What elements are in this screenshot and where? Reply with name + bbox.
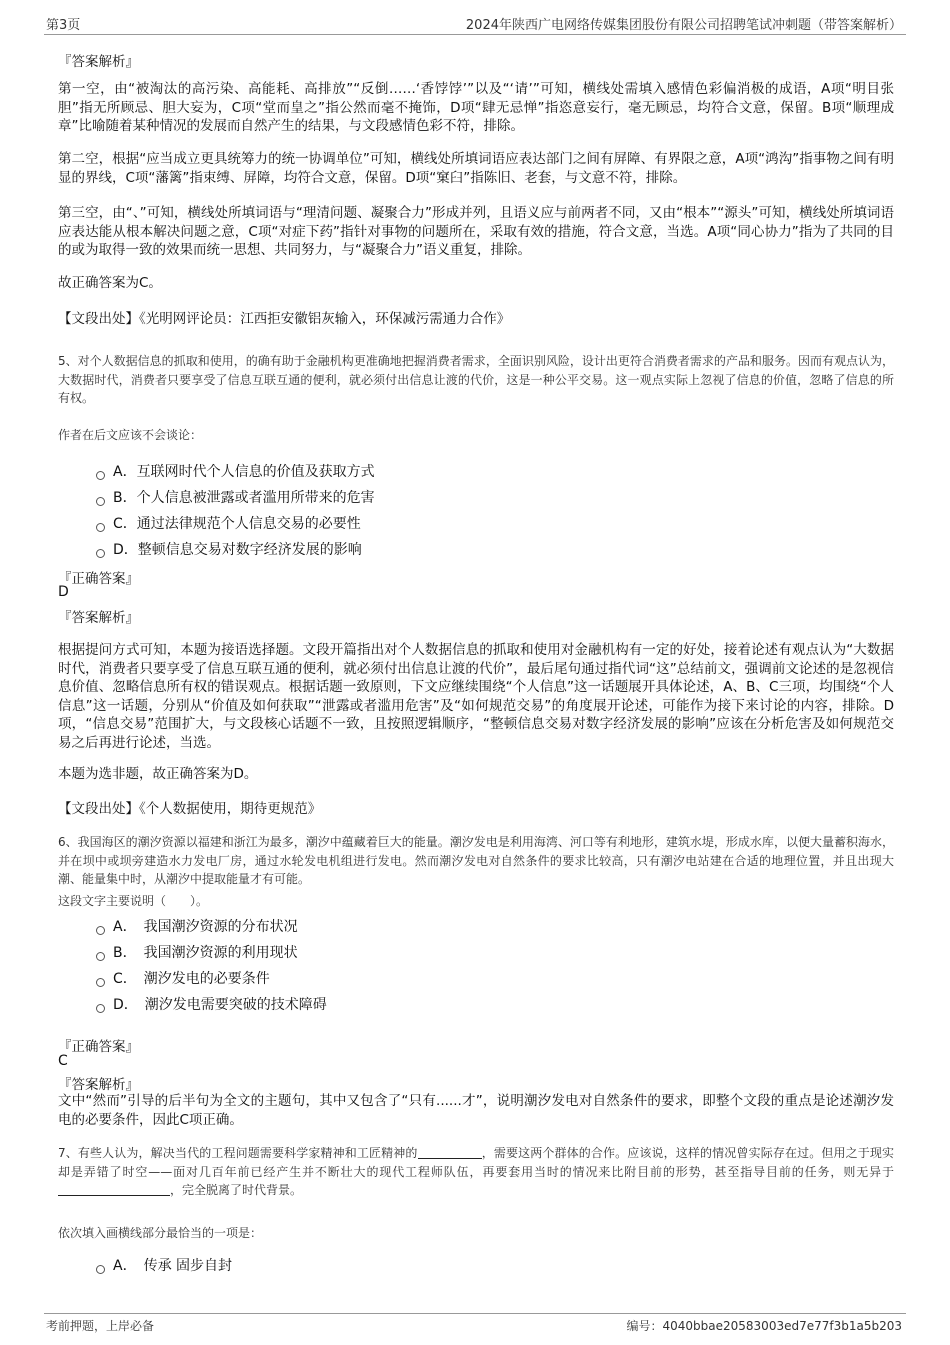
document-title: 2024年陕西广电网络传媒集团股份有限公司招聘笔试冲刺题（带答案解析） xyxy=(465,18,902,33)
q7-stem: 7、有些人认为，解决当代的工程问题需要科学家精神和工匠精神的 ，需要这两个群体的合作。应该说，这样的情况曾实际存在过。但用之于现实却是弄错了时空——面对几百年前已经产生并不断壮大的现代工程师队伍，再要套用当时的情况来比附目前的形势，甚至指导目前的任务，则无异于，完全脱离了时代背景。 xyxy=(58,1146,894,1197)
radio-icon[interactable] xyxy=(96,978,105,987)
q6-explanation-label: 『答案解析』 xyxy=(58,1077,139,1093)
q5-stem: 5、对个人数据信息的抓取和使用，的确有助于金融机构更准确地把握消费者需求，全面识别风险，设计出更符合消费者需求的产品和服务。因而有观点认为，大数据时代，消费者只要享受了信息互联互通的便利，就必须付出信息让渡的代价，这是一种公平交易。这一观点实际上忽视了信息的价值，忽略了信息的所有权。 xyxy=(58,354,894,405)
radio-icon[interactable] xyxy=(96,1004,105,1013)
radio-icon[interactable] xyxy=(96,926,105,935)
q6-option-d[interactable]: D． 潮汐发电需要突破的技术障碍 xyxy=(96,994,327,1014)
q4-explanation-p1: 第一空，由“被淘汰的高污染、高能耗、高排放”“反倒……‘香饽饽’”以及“‘请’”可知，横线处需填入感情色彩偏消极的成语，A项“明目张胆”指无所顾忌、胆大妄为，C项“堂而皇之”指公然而毫不掩饰，D项“肆无忌惮”指恣意妄行，毫无顾忌，均符合文意，保留。B项“顺理成章”比喻随着某种情况的发展而自然产生的结果，与文段感情色彩不符，排除。 xyxy=(58,81,894,134)
blank-2 xyxy=(58,1183,170,1196)
radio-icon[interactable] xyxy=(96,952,105,961)
radio-icon[interactable] xyxy=(96,523,105,532)
q6-answer-label: 『正确答案』 xyxy=(58,1039,139,1055)
q5-source: 【文段出处】《个人数据使用，期待更规范》 xyxy=(58,801,322,817)
radio-icon[interactable] xyxy=(96,1265,105,1274)
q6-subquestion: 这段文字主要说明（ ）。 xyxy=(58,894,209,908)
q6-stem: 6、我国海区的潮汐资源以福建和浙江为最多，潮汐中蕴藏着巨大的能量。潮汐发电是利用海湾、河口等有利地形，建筑水堤，形成水库，以便大量蓄积海水，并在坝中或坝旁建造水力发电厂房，通过水轮发电机组进行发电。然而潮汐发电对自然条件的要求比较高，只有潮汐电站建在合适的地理位置，并且出现大潮、能量集中时，从潮汐中提取能量才有可能。 xyxy=(58,835,894,886)
q5-answer: D xyxy=(58,584,69,600)
page-number: 第3页 xyxy=(46,18,81,33)
q6-answer: C xyxy=(58,1053,68,1069)
q4-explanation-p2: 第二空，根据“应当成立更具统筹力的统一协调单位”可知，横线处所填词语应表达部门之间有屏障、有界限之意，A项“鸿沟”指事物之间有明显的界线，C项“藩篱”指束缚、屏障，均符合文意，保留。D项“窠臼”指陈旧、老套，与文意不符，排除。 xyxy=(58,151,894,186)
q7-option-a[interactable]: A． 传承 固步自封 xyxy=(96,1255,232,1275)
q6-option-c[interactable]: C． 潮汐发电的必要条件 xyxy=(96,968,270,988)
footer-serial: 编号：4040bbae20583003ed7e77f3b1a5b203 xyxy=(626,1319,902,1333)
q5-option-a[interactable]: A．互联网时代个人信息的价值及获取方式 xyxy=(96,461,375,481)
q5-conclusion: 本题为选非题，故正确答案为D。 xyxy=(58,766,258,782)
radio-icon[interactable] xyxy=(96,549,105,558)
blank-1 xyxy=(418,1146,482,1159)
q7-subquestion: 依次填入画横线部分最恰当的一项是： xyxy=(58,1226,263,1240)
q4-explanation-label: 『答案解析』 xyxy=(58,54,139,70)
q5-option-c[interactable]: C．通过法律规范个人信息交易的必要性 xyxy=(96,513,361,533)
page-footer xyxy=(44,1313,906,1337)
q6-option-a[interactable]: A． 我国潮汐资源的分布状况 xyxy=(96,916,298,936)
page-header xyxy=(44,14,906,35)
footer-slogan: 考前押题，上岸必备 xyxy=(46,1319,155,1333)
q4-conclusion: 故正确答案为C。 xyxy=(58,275,162,291)
q5-option-d[interactable]: D．整顿信息交易对数字经济发展的影响 xyxy=(96,539,362,559)
radio-icon[interactable] xyxy=(96,471,105,480)
q5-answer-label: 『正确答案』 xyxy=(58,571,139,587)
q4-source: 【文段出处】《光明网评论员：江西拒安徽铝灰输入，环保减污需通力合作》 xyxy=(58,311,511,327)
radio-icon[interactable] xyxy=(96,497,105,506)
q5-explanation: 根据提问方式可知，本题为接语选择题。文段开篇指出对个人数据信息的抓取和使用对金融机构有一定的好处，接着论述有观点认为“大数据时代，消费者只要享受了信息互联互通的便利，就必须付出信息让渡的代价”，最后尾句通过指代词“这”总结前文，强调前文论述的是忽视信息价值、忽略信息所有权的错误观点。根据话题一致原则，下文应继续围绕“个人信息”这一话题展开具体论述，A、B、C三项，均围绕“个人信息”这一话题，分别从“价值及如何获取”“泄露或者滥用危害”及“如何规范交易”的角度展开论述，可能作为接下来讨论的内容，排除。D项，“信息交易”范围扩大，与文段核心话题不一致，且按照逻辑顺序，“整顿信息交易对数字经济发展的影响”应该在分析危害及如何规范交易之后再进行论述，当选。 xyxy=(58,642,894,751)
q5-explanation-label: 『答案解析』 xyxy=(58,610,139,626)
q6-option-b[interactable]: B． 我国潮汐资源的利用现状 xyxy=(96,942,298,962)
q5-option-b[interactable]: B．个人信息被泄露或者滥用所带来的危害 xyxy=(96,487,375,507)
q4-explanation-p3: 第三空，由“、”可知，横线处所填词语与“理清问题、凝聚合力”形成并列，且语义应与前两者不同，又由“根本”“源头”可知，横线处所填词语应表达能从根本解决问题之意，C项“对症下药”指针对事物的问题所在，采取有效的措施，符合文意，当选。A项“同心协力”指为了共同的目的或为取得一致的效果而统一思想、共同努力，与“凝聚合力”语义重复，排除。 xyxy=(58,205,894,258)
q5-subquestion: 作者在后文应该不会谈论： xyxy=(58,428,203,442)
q6-explanation: 文中“然而”引导的后半句为全文的主题句，其中又包含了“只有......才”，说明潮汐发电对自然条件的要求，即整个文段的重点是论述潮汐发电的必要条件，因此C项正确。 xyxy=(58,1093,894,1128)
